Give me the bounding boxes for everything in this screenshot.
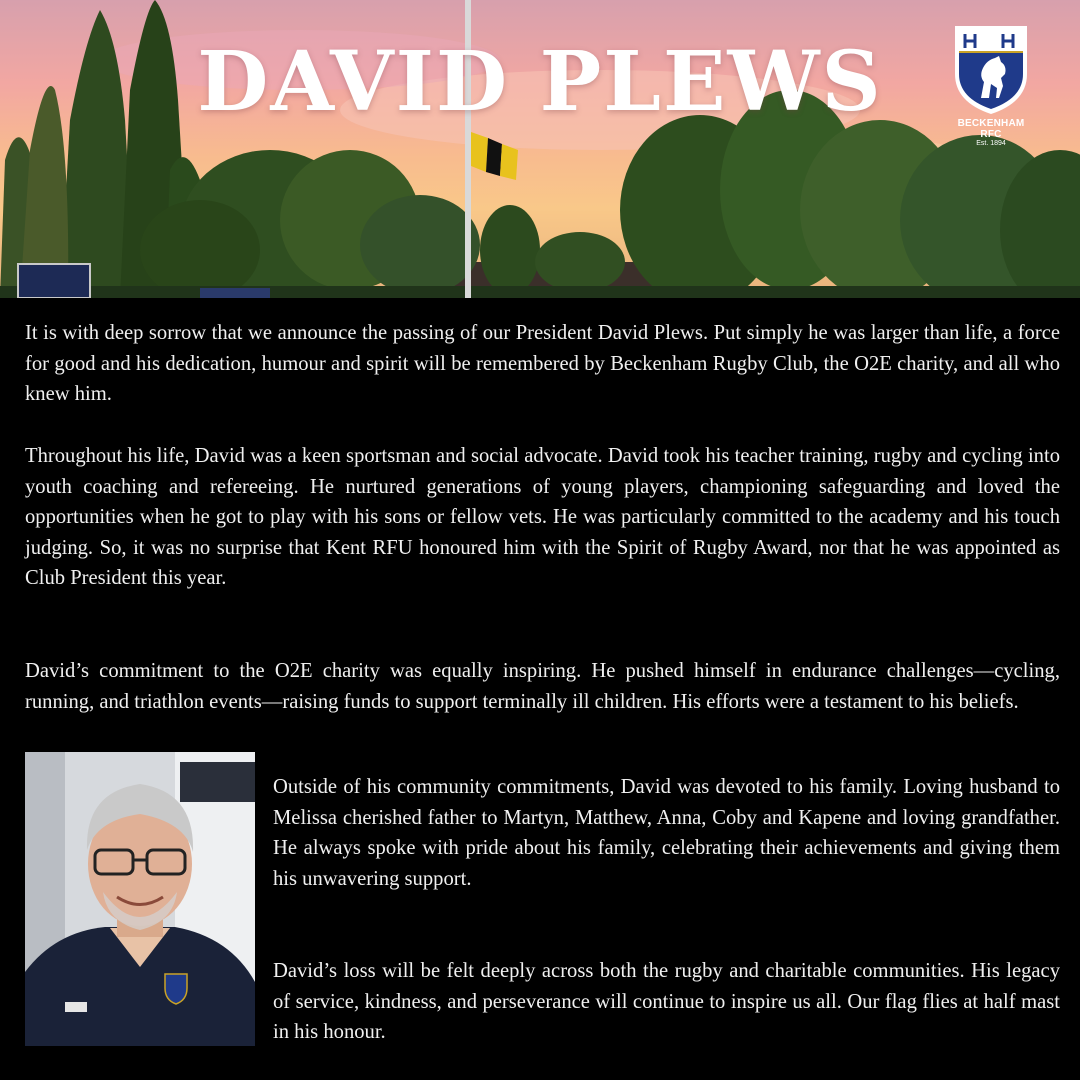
- portrait-image: [25, 752, 255, 1046]
- paragraph-announcement: It is with deep sorrow that we announce the passing of our President David Plews. Put simply he was larger than life, a force for good and his dedication, humour and spirit will be remembered by Beckenham Rugby Club, the O2E charity, and all who knew him.: [25, 322, 1060, 406]
- paragraph-o2e-charity: David’s commitment to the O2E charity was equally inspiring. He pushed himself in endurance challenges—cycling, running, and triathlon events—raising funds to support terminally ill children. His efforts were a testament to his beliefs.: [25, 660, 1060, 713]
- crest-club-name: BECKENHAM RFC: [957, 118, 1025, 140]
- header-photo: [0, 0, 1080, 298]
- club-crest: [950, 24, 1032, 162]
- paragraph-family: Outside of his community commitments, David was devoted to his family. Loving husband to Melissa cherished father to Martyn, Matthew, Anna, Coby and Kapene and loving grandfather. He always spoke with pride about his family, celebrating their achievements and giving them his unwavering support.: [273, 776, 1060, 890]
- paragraph-legacy: David’s loss will be felt deeply across both the rugby and charitable communities. His legacy of service, kindness, and perseverance will continue to inspire us all. Our flag flies at half mast in his honour.: [273, 960, 1060, 1044]
- portrait-photo: [25, 752, 255, 1046]
- crest-established: Est. 1894: [976, 140, 1006, 147]
- page-title: DAVID PLEWS: [197, 34, 883, 130]
- paragraph-sportsman: Throughout his life, David was a keen sportsman and social advocate. David took his teacher training, rugby and cycling into youth coaching and refereeing. He nurtured generations of young players, championing safeguarding and loved the opportunities when he got to play with his sons or fellow vets. He was particularly committed to the academy and his touch judging. So, it was no surprise that Kent RFU honoured him with the Spirit of Rugby Award, nor that he was appointed as Club President this year.: [25, 445, 1060, 590]
- shield-icon: [951, 24, 1031, 116]
